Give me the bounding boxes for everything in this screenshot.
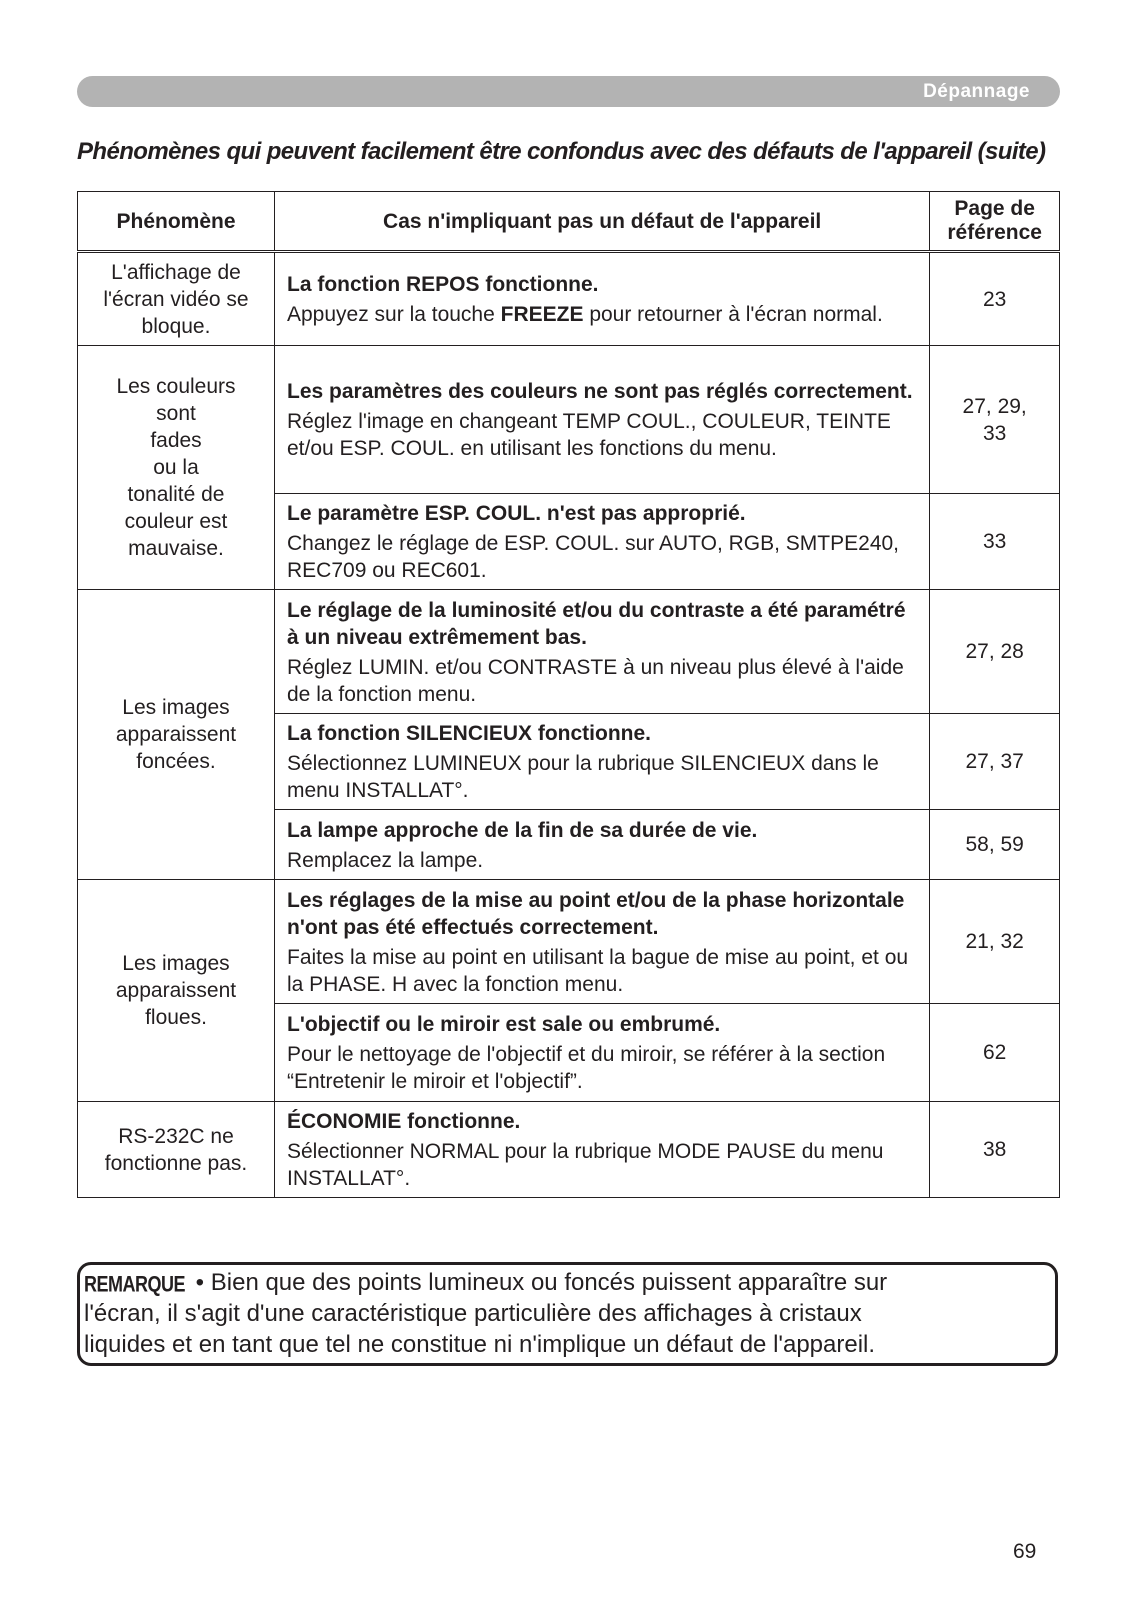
table-row [78, 252, 1060, 346]
case-cell [275, 880, 930, 1004]
case-cell [275, 1102, 930, 1198]
reference-cell: 33 [930, 494, 1060, 590]
case-description: Réglez LUMIN. et/ou CONTRASTE à un niveau plus élevé à l'aide de la fonction menu. [287, 655, 904, 706]
case-cell [275, 494, 930, 590]
phenomene-cell: L'affichage de l'écran vidéo se bloque. [78, 252, 275, 346]
reference-cell: 58, 59 [930, 810, 1060, 880]
case-cell [275, 590, 930, 714]
reference-cell: 62 [930, 1004, 1060, 1102]
note-line-1: REMARQUE • Bien que des points lumineux ou foncés puissent apparaître sur [84, 1269, 888, 1297]
case-title: ÉCONOMIE fonctionne. [287, 1110, 521, 1133]
page-number: 69 [1013, 1540, 1037, 1563]
phenomene-cell: Les couleurs sont fades ou la tonalité de couleur est mauvaise. [78, 346, 275, 590]
table-row [78, 346, 1060, 494]
case-title: L'objectif ou le miroir est sale ou embrumé. [287, 1013, 721, 1036]
troubleshooting-table [77, 191, 1060, 1198]
case-cell [275, 810, 930, 880]
case-title: Le paramètre ESP. COUL. n'est pas approprié. [287, 502, 746, 525]
table-row [78, 590, 1060, 714]
case-description: Sélectionner NORMAL pour la rubrique MODE PAUSE du menu INSTALLAT°. [287, 1140, 884, 1190]
note-line-3: liquides et en tant que tel ne constitue ni n'implique un défaut de l'appareil. [84, 1331, 876, 1358]
header-cas: Cas n'impliquant pas un défaut de l'appareil [275, 192, 930, 252]
reference-cell: 27, 37 [930, 714, 1060, 810]
case-title: Les paramètres des couleurs ne sont pas réglés correctement. [287, 380, 913, 403]
case-description: Remplacez la lampe. [287, 848, 484, 872]
reference-cell: 27, 28 [930, 590, 1060, 714]
reference-cell: 38 [930, 1102, 1060, 1198]
phenomene-cell: Les images apparaissent foncées. [78, 590, 275, 880]
reference-cell: 21, 32 [930, 880, 1060, 1004]
case-description: Sélectionnez LUMINEUX pour la rubrique SILENCIEUX dans le menu INSTALLAT°. [287, 752, 879, 802]
case-description: Changez le réglage de ESP. COUL. sur AUTO, RGB, SMTPE240, REC709 ou REC601. [287, 532, 900, 582]
case-description: Réglez l'image en changeant TEMP COUL., COULEUR, TEINTE et/ou ESP. COUL. en utilisant les fonctions du menu. [287, 410, 891, 460]
note-tag: REMARQUE [84, 1271, 186, 1297]
table-row [78, 1102, 1060, 1198]
reference-cell: 23 [930, 252, 1060, 346]
case-cell [275, 1004, 930, 1102]
case-title: La lampe approche de la fin de sa durée de vie. [287, 818, 758, 842]
reference-cell: 27, 29, 33 [930, 346, 1060, 494]
case-cell [275, 714, 930, 810]
header-reference: Page de référence [930, 192, 1060, 252]
section-header-bar [77, 76, 1060, 107]
case-cell [275, 252, 930, 346]
case-cell [275, 346, 930, 494]
case-description: Pour le nettoyage de l'objectif et du miroir, se référer à la section “Entretenir le miroir et l'objectif”. [287, 1043, 886, 1093]
note-line-2: l'écran, il s'agit d'une caractéristique particulière des affichages à cristaux [84, 1300, 862, 1327]
note-box [77, 1262, 1058, 1366]
case-title: Les réglages de la mise au point et/ou de la phase horizontale n'ont pas été effectués correctement. [287, 888, 905, 939]
case-title: Le réglage de la luminosité et/ou du contraste a été paramétré à un niveau extrêmement bas. [287, 598, 906, 649]
case-description: Faites la mise au point en utilisant la bague de mise au point, et ou la PHASE. H avec la fonction menu. [287, 945, 909, 996]
table-header-row [78, 192, 1060, 252]
case-description: Appuyez sur la touche FREEZE pour retourner à l'écran normal. [287, 303, 883, 326]
header-phenomene: Phénomène [78, 192, 275, 252]
phenomene-cell: Les images apparaissent floues. [78, 880, 275, 1102]
section-label: Dépannage [923, 81, 1030, 102]
page-heading: Phénomènes qui peuvent facilement être confondus avec des défauts de l'appareil (suite) [77, 138, 1046, 165]
case-title: La fonction SILENCIEUX fonctionne. [287, 722, 651, 745]
table-row [78, 880, 1060, 1004]
phenomene-cell: RS-232C ne fonctionne pas. [78, 1102, 275, 1198]
case-title: La fonction REPOS fonctionne. [287, 273, 599, 296]
